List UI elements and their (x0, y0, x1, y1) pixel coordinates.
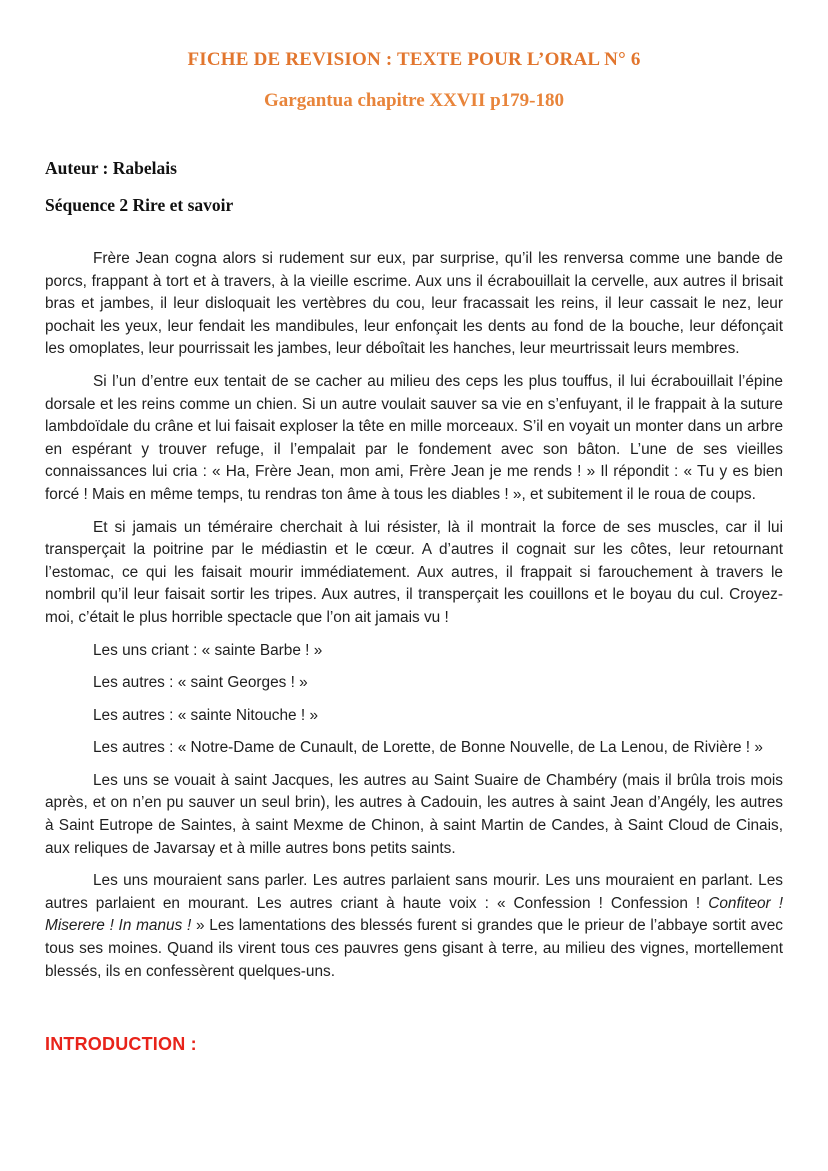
paragraph-mouraient (45, 870, 783, 983)
paragraph-temeraire: Et si jamais un téméraire cherchait à lui résister, là il montrait la force de ses muscles, car il lui transperçait la poitrine par le médiastin et le cœur. A d’autres il cognait sur les côtes, leur retournant l’estomac, ce qui les faisait mourir immédiatement. Aux autres, il frappait si farouchement à travers le nombril qu’il leur faisait sortir les tripes. Aux autres, il transperçait les couillons et le boyau du cul. Croyez-moi, c’était le plus horrible spectacle que l’on ait jamais vu ! (45, 518, 783, 626)
excerpt-text (45, 248, 783, 983)
meta-block (45, 158, 783, 216)
line-sainte-barbe: Les uns criant : « sainte Barbe ! » (93, 641, 323, 659)
line-sainte-nitouche: Les autres : « sainte Nitouche ! » (93, 706, 319, 724)
latin-phrase-italic: Confiteor ! Miserere ! In manus ! (45, 894, 783, 935)
line-saint-georges: Les autres : « saint Georges ! » (93, 674, 308, 692)
document-title: FICHE DE REVISION : TEXTE POUR L’ORAL N° 6 (187, 49, 641, 70)
paragraph-frere-jean: Frère Jean cogna alors si rudement sur eux, par surprise, qu’il les renversa comme une bande de porcs, frappant à tort et à travers, à la vieille escrime. Aux uns il écrabouillait la cervelle, aux autres il brisait bras et jambes, il leur disloquait les vertèbres du cou, leur fracassait les reins, il leur cassait le nez, leur pochait les yeux, leur fendait les mandibules, leur enfonçait les dents au fond de la bouche, leur défonçait les omoplates, leur pourrissait les jambes, leur déboîtait les hanches, leur meurtrissait leurs membres. (45, 250, 783, 358)
document-subtitle: Gargantua chapitre XXVII p179-180 (264, 90, 564, 111)
line-notre-dame: Les autres : « Notre-Dame de Cunault, de Lorette, de Bonne Nouvelle, de La Lenou, de Rivière ! » (93, 739, 763, 757)
paragraph-segment: » Les lamentations des blessés furent si grandes que le prieur de l’abbaye sortit avec tous ses moines. Quand ils virent tous ces pauvres gens gisant à terre, au milieu des vignes, mortellement blessés, ils en confessèrent quelques-uns. (45, 917, 783, 980)
introduction-heading: INTRODUCTION : (45, 1034, 197, 1055)
author-line: Auteur : Rabelais (45, 158, 177, 178)
paragraph-cacher-ceps: Si l’un d’entre eux tentait de se cacher au milieu des ceps les plus touffus, il lui écrabouillait l’épine dorsale et les reins comme un chien. Si un autre voulait sauver sa vie en s’enfuyant, il le frappait à la suture lambdoïdale du crâne et lui faisait exploser la tête en mille morceaux. S’il en voyait un monter dans un arbre en espérant y trouver refuge, il l’empalait par le fondement avec son bâton. L’une de ses vieilles connaissances lui cria : « Ha, Frère Jean, mon ami, Frère Jean je me rends ! » Il répondit : « Tu y es bien forcé ! Mais en même temps, tu rendras ton âme à tous les diables ! », et subitement il le roua de coups. (45, 372, 783, 503)
sequence-line: Séquence 2 Rire et savoir (45, 195, 234, 215)
paragraph-segment: Les uns mouraient sans parler. Les autres parlaient sans mourir. Les uns mouraient en parlant. Les autres parlaient en mourant. Les autres criant à haute voix : « Confession ! Confession ! (45, 872, 783, 912)
paragraph-saints: Les uns se vouait à saint Jacques, les autres au Saint Suaire de Chambéry (mais il brûla trois mois après, et on n’en pu sauver un seul brin), les autres à Cadouin, les autres à saint Jean d’Angély, les autres à Saint Eutrope de Saintes, à saint Mexme de Chinon, à saint Martin de Candes, à Saint Cloud de Cinais, aux reliques de Javarsay et à mille autres bons petits saints. (45, 771, 783, 857)
